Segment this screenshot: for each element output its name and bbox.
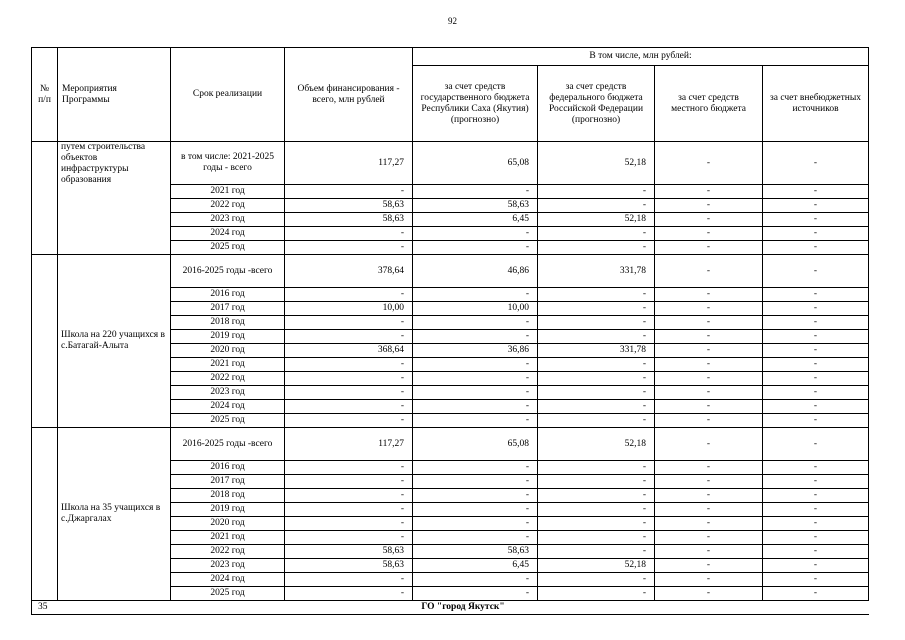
total-cell: 378,64: [285, 255, 413, 288]
local-cell: -: [655, 372, 763, 386]
period-cell: 2025 год: [171, 414, 285, 428]
period-cell: 2016 год: [171, 461, 285, 475]
regional-cell: -: [413, 400, 538, 414]
period-cell: 2016 год: [171, 288, 285, 302]
footer-number: 35: [32, 601, 58, 615]
period-cell: 2021 год: [171, 185, 285, 199]
regional-cell: -: [413, 372, 538, 386]
period-cell: 2023 год: [171, 559, 285, 573]
extra-cell: -: [763, 400, 869, 414]
local-cell: -: [655, 255, 763, 288]
extra-cell: -: [763, 414, 869, 428]
local-cell: -: [655, 517, 763, 531]
local-cell: -: [655, 559, 763, 573]
local-cell: -: [655, 344, 763, 358]
extra-cell: -: [763, 227, 869, 241]
period-cell: 2024 год: [171, 227, 285, 241]
local-cell: -: [655, 503, 763, 517]
total-cell: -: [285, 517, 413, 531]
funding-table: [31, 47, 869, 615]
local-cell: -: [655, 185, 763, 199]
period-cell: 2022 год: [171, 545, 285, 559]
extra-cell: -: [763, 241, 869, 255]
regional-cell: -: [413, 316, 538, 330]
extra-cell: -: [763, 255, 869, 288]
event-cell: путем строительства объектов инфраструктуры образования: [58, 142, 171, 255]
event-cell: Школа на 220 учащихся в с.Батагай-Алыта: [58, 255, 171, 428]
federal-cell: -: [538, 288, 655, 302]
total-cell: -: [285, 489, 413, 503]
federal-cell: -: [538, 545, 655, 559]
total-cell: -: [285, 531, 413, 545]
federal-cell: -: [538, 587, 655, 601]
federal-cell: -: [538, 372, 655, 386]
federal-cell: -: [538, 330, 655, 344]
federal-cell: -: [538, 517, 655, 531]
local-cell: -: [655, 386, 763, 400]
regional-cell: 6,45: [413, 559, 538, 573]
local-cell: -: [655, 400, 763, 414]
header-regional: за счет средств государственного бюджета Республики Саха (Якутия) (прогнозно): [413, 66, 538, 142]
local-cell: -: [655, 461, 763, 475]
period-cell: в том числе: 2021-2025 годы - всего: [171, 142, 285, 185]
regional-cell: -: [413, 414, 538, 428]
regional-cell: -: [413, 503, 538, 517]
row-number-cell: [32, 428, 58, 601]
local-cell: -: [655, 330, 763, 344]
local-cell: -: [655, 241, 763, 255]
total-cell: 117,27: [285, 142, 413, 185]
header-period: Срок реализации: [171, 48, 285, 142]
regional-cell: -: [413, 475, 538, 489]
local-cell: -: [655, 414, 763, 428]
period-cell: 2021 год: [171, 531, 285, 545]
local-cell: -: [655, 428, 763, 461]
total-cell: -: [285, 386, 413, 400]
federal-cell: 52,18: [538, 142, 655, 185]
federal-cell: -: [538, 475, 655, 489]
federal-cell: -: [538, 241, 655, 255]
regional-cell: 6,45: [413, 213, 538, 227]
local-cell: -: [655, 316, 763, 330]
total-cell: -: [285, 475, 413, 489]
header-extra: за счет внебюджетных источников: [763, 66, 869, 142]
federal-cell: -: [538, 185, 655, 199]
total-cell: -: [285, 587, 413, 601]
extra-cell: -: [763, 142, 869, 185]
federal-cell: -: [538, 400, 655, 414]
local-cell: -: [655, 213, 763, 227]
regional-cell: -: [413, 517, 538, 531]
federal-cell: 52,18: [538, 428, 655, 461]
local-cell: -: [655, 573, 763, 587]
regional-cell: -: [413, 386, 538, 400]
total-cell: -: [285, 288, 413, 302]
total-cell: 58,63: [285, 199, 413, 213]
period-cell: 2020 год: [171, 517, 285, 531]
event-cell: Школа на 35 учащихся в с.Джаргалах: [58, 428, 171, 601]
federal-cell: -: [538, 302, 655, 316]
regional-cell: -: [413, 531, 538, 545]
total-cell: -: [285, 573, 413, 587]
extra-cell: -: [763, 489, 869, 503]
header-including: В том числе, млн рублей:: [413, 48, 869, 66]
regional-cell: -: [413, 288, 538, 302]
federal-cell: -: [538, 227, 655, 241]
extra-cell: -: [763, 330, 869, 344]
period-cell: 2023 год: [171, 386, 285, 400]
local-cell: -: [655, 199, 763, 213]
table-row: [32, 428, 869, 461]
extra-cell: -: [763, 503, 869, 517]
local-cell: -: [655, 358, 763, 372]
federal-cell: 331,78: [538, 255, 655, 288]
total-cell: -: [285, 227, 413, 241]
period-cell: 2021 год: [171, 358, 285, 372]
header-event: Мероприятия Программы: [58, 48, 171, 142]
header-local: за счет средств местного бюджета: [655, 66, 763, 142]
table-row: [32, 142, 869, 185]
federal-cell: -: [538, 531, 655, 545]
row-number-cell: [32, 255, 58, 428]
federal-cell: -: [538, 489, 655, 503]
total-cell: -: [285, 400, 413, 414]
regional-cell: -: [413, 185, 538, 199]
regional-cell: -: [413, 330, 538, 344]
extra-cell: -: [763, 428, 869, 461]
federal-cell: -: [538, 358, 655, 372]
federal-cell: 52,18: [538, 559, 655, 573]
period-cell: 2018 год: [171, 316, 285, 330]
regional-cell: 58,63: [413, 199, 538, 213]
regional-cell: 58,63: [413, 545, 538, 559]
extra-cell: -: [763, 302, 869, 316]
federal-cell: -: [538, 386, 655, 400]
table-row: [32, 255, 869, 288]
local-cell: -: [655, 302, 763, 316]
federal-cell: -: [538, 573, 655, 587]
total-cell: -: [285, 372, 413, 386]
total-cell: 368,64: [285, 344, 413, 358]
row-number-cell: [32, 142, 58, 255]
federal-cell: -: [538, 503, 655, 517]
regional-cell: 65,08: [413, 142, 538, 185]
total-cell: -: [285, 358, 413, 372]
total-cell: 58,63: [285, 545, 413, 559]
federal-cell: 331,78: [538, 344, 655, 358]
extra-cell: -: [763, 475, 869, 489]
period-cell: 2022 год: [171, 372, 285, 386]
total-cell: -: [285, 241, 413, 255]
extra-cell: -: [763, 531, 869, 545]
period-cell: 2022 год: [171, 199, 285, 213]
period-cell: 2016-2025 годы -всего: [171, 255, 285, 288]
regional-cell: -: [413, 461, 538, 475]
extra-cell: -: [763, 517, 869, 531]
local-cell: -: [655, 142, 763, 185]
footer-title: ГО "город Якутск": [58, 601, 869, 615]
total-cell: -: [285, 461, 413, 475]
regional-cell: -: [413, 227, 538, 241]
federal-cell: -: [538, 316, 655, 330]
period-cell: 2020 год: [171, 344, 285, 358]
header-total: Объем финансирования - всего, млн рублей: [285, 48, 413, 142]
regional-cell: 10,00: [413, 302, 538, 316]
total-cell: 10,00: [285, 302, 413, 316]
table-body: [32, 142, 869, 601]
total-cell: -: [285, 503, 413, 517]
local-cell: -: [655, 531, 763, 545]
local-cell: -: [655, 545, 763, 559]
federal-cell: -: [538, 461, 655, 475]
period-cell: 2025 год: [171, 241, 285, 255]
extra-cell: -: [763, 185, 869, 199]
regional-cell: -: [413, 358, 538, 372]
total-cell: -: [285, 316, 413, 330]
extra-cell: -: [763, 461, 869, 475]
local-cell: -: [655, 227, 763, 241]
regional-cell: -: [413, 573, 538, 587]
period-cell: 2019 год: [171, 503, 285, 517]
extra-cell: -: [763, 199, 869, 213]
regional-cell: 46,86: [413, 255, 538, 288]
period-cell: 2023 год: [171, 213, 285, 227]
extra-cell: -: [763, 559, 869, 573]
page-number: 92: [448, 16, 457, 26]
federal-cell: -: [538, 414, 655, 428]
period-cell: 2017 год: [171, 475, 285, 489]
header-no: № п/п: [32, 48, 58, 142]
extra-cell: -: [763, 316, 869, 330]
extra-cell: -: [763, 288, 869, 302]
extra-cell: -: [763, 372, 869, 386]
total-cell: -: [285, 330, 413, 344]
federal-cell: 52,18: [538, 213, 655, 227]
extra-cell: -: [763, 386, 869, 400]
total-cell: -: [285, 414, 413, 428]
total-cell: 117,27: [285, 428, 413, 461]
period-cell: 2019 год: [171, 330, 285, 344]
extra-cell: -: [763, 344, 869, 358]
regional-cell: 65,08: [413, 428, 538, 461]
extra-cell: -: [763, 213, 869, 227]
total-cell: 58,63: [285, 213, 413, 227]
total-cell: 58,63: [285, 559, 413, 573]
period-cell: 2025 год: [171, 587, 285, 601]
regional-cell: 36,86: [413, 344, 538, 358]
period-cell: 2016-2025 годы -всего: [171, 428, 285, 461]
local-cell: -: [655, 587, 763, 601]
regional-cell: -: [413, 587, 538, 601]
extra-cell: -: [763, 573, 869, 587]
federal-cell: -: [538, 199, 655, 213]
local-cell: -: [655, 475, 763, 489]
regional-cell: -: [413, 489, 538, 503]
extra-cell: -: [763, 358, 869, 372]
total-cell: -: [285, 185, 413, 199]
period-cell: 2024 год: [171, 573, 285, 587]
regional-cell: -: [413, 241, 538, 255]
period-cell: 2024 год: [171, 400, 285, 414]
period-cell: 2017 год: [171, 302, 285, 316]
extra-cell: -: [763, 545, 869, 559]
local-cell: -: [655, 489, 763, 503]
extra-cell: -: [763, 587, 869, 601]
header-federal: за счет средств федерального бюджета Российской Федерации (прогнозно): [538, 66, 655, 142]
period-cell: 2018 год: [171, 489, 285, 503]
local-cell: -: [655, 288, 763, 302]
